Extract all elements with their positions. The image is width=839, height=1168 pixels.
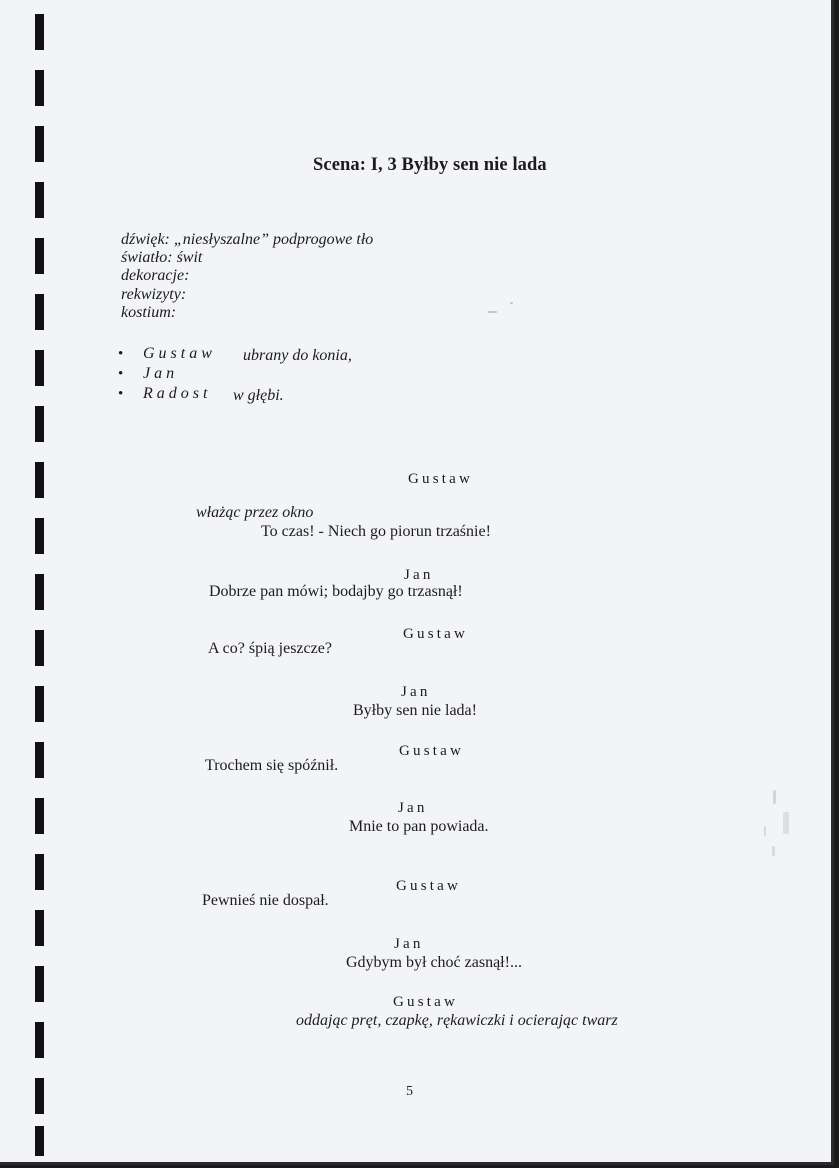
page-number: 5 bbox=[406, 1084, 413, 1099]
speaker-name: Jan bbox=[394, 936, 424, 952]
cast-name: Radost bbox=[143, 385, 212, 402]
dialogue-line: Gdybym był choć zasnął!... bbox=[346, 954, 522, 971]
speaker-name: Gustaw bbox=[396, 878, 462, 894]
dialogue-line: Trochem się spóźnił. bbox=[205, 757, 339, 774]
binding-mark bbox=[35, 1126, 44, 1156]
dialogue-line: Byłby sen nie lada! bbox=[353, 702, 477, 719]
cast-note: w głębi. bbox=[233, 387, 284, 404]
scan-speck bbox=[488, 311, 497, 313]
dialogue-line: To czas! - Niech go piorun trzaśnie! bbox=[261, 523, 491, 540]
scan-speck bbox=[764, 826, 766, 836]
dialogue-line: Dobrze pan mówi; bodajby go trzasnął! bbox=[209, 583, 463, 600]
cast-name: Jan bbox=[143, 365, 179, 382]
speaker-name: Gustaw bbox=[403, 626, 469, 642]
binding-mark bbox=[35, 462, 44, 498]
binding-mark bbox=[35, 854, 44, 890]
dialogue-line: Pewnieś nie dospał. bbox=[202, 892, 329, 909]
speaker-name: Jan bbox=[398, 800, 428, 816]
binding-mark bbox=[35, 1078, 44, 1114]
binding-mark bbox=[35, 182, 44, 218]
meta-light: światło: świt bbox=[121, 249, 203, 266]
bullet-icon: • bbox=[118, 386, 124, 402]
speaker-name: Jan bbox=[404, 567, 434, 583]
meta-set: dekoracje: bbox=[121, 267, 190, 284]
scene-title: Scena: I, 3 Byłby sen nie lada bbox=[313, 155, 547, 175]
meta-props: rekwizyty: bbox=[121, 286, 187, 303]
cast-note: ubrany do konia, bbox=[243, 347, 352, 364]
bullet-icon: • bbox=[118, 346, 124, 362]
binding-mark bbox=[35, 966, 44, 1002]
binding-mark bbox=[35, 686, 44, 722]
binding-mark bbox=[35, 798, 44, 834]
binding-mark bbox=[35, 910, 44, 946]
scan-speck bbox=[783, 812, 789, 834]
scan-speck bbox=[510, 302, 513, 304]
stage-direction: włażąc przez okno bbox=[196, 504, 314, 521]
binding-mark bbox=[35, 574, 44, 610]
dialogue-line: Mnie to pan powiada. bbox=[349, 818, 489, 835]
meta-sound: dźwięk: „niesłyszalne” podprogowe tło bbox=[121, 231, 374, 248]
speaker-name: Jan bbox=[401, 684, 431, 700]
scan-speck bbox=[773, 790, 776, 804]
binding-mark bbox=[35, 14, 44, 50]
binding-mark bbox=[35, 742, 44, 778]
cast-name: Gustaw bbox=[143, 345, 216, 362]
meta-costume: kostium: bbox=[121, 304, 177, 321]
binding-mark bbox=[35, 238, 44, 274]
binding-mark bbox=[35, 126, 44, 162]
binding-mark bbox=[35, 70, 44, 106]
binding-mark bbox=[35, 294, 44, 330]
scan-speck bbox=[772, 846, 775, 856]
binding-mark bbox=[35, 406, 44, 442]
binding-mark bbox=[35, 630, 44, 666]
binding-mark bbox=[35, 1022, 44, 1058]
bullet-icon: • bbox=[118, 366, 124, 382]
binding-mark bbox=[35, 350, 44, 386]
speaker-name: Gustaw bbox=[393, 994, 459, 1010]
speaker-name: Gustaw bbox=[408, 471, 474, 487]
stage-direction: oddając pręt, czapkę, rękawiczki i ocierając twarz bbox=[296, 1012, 618, 1029]
speaker-name: Gustaw bbox=[399, 743, 465, 759]
dialogue-line: A co? śpią jeszcze? bbox=[208, 640, 332, 657]
binding-mark bbox=[35, 518, 44, 554]
